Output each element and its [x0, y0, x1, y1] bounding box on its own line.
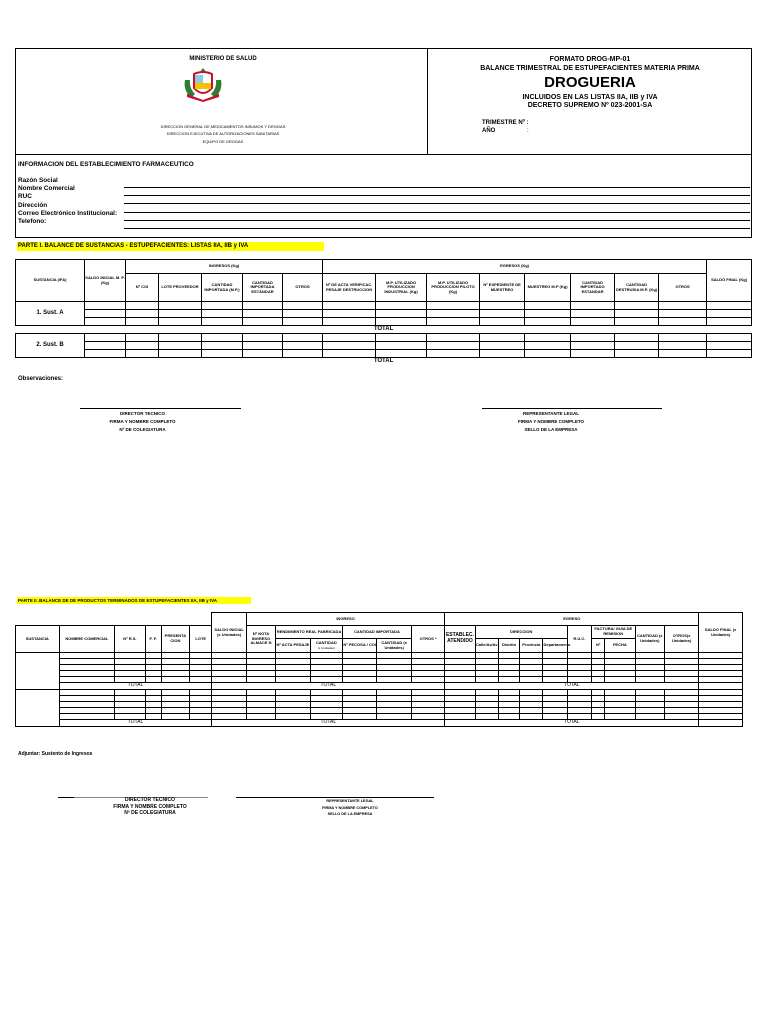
p2-total-2-c: TOTAL	[445, 719, 699, 726]
director-firma-2: FIRMA Y NOMBRE COMPLETO	[113, 803, 187, 810]
representante-signature-line[interactable]	[482, 408, 662, 409]
director-title: DIRECTOR TECNICO	[120, 411, 165, 416]
ingresos-header: INGRESOS (Kg)	[126, 260, 323, 274]
ministry-name: MINISTERIO DE SALUD	[189, 56, 257, 62]
p2-col-lote: LOTE	[190, 626, 212, 653]
representante-sello: SELLO DE LA EMPRESA	[524, 427, 578, 432]
p2-col-rend-cantidad	[310, 639, 342, 653]
p2-rendimiento-header: RENDIMIENTO REAL FABRICADA	[276, 626, 343, 639]
director-title-2: DIRECTOR TECNICO	[125, 797, 175, 803]
p2-col-ruc: R.U.C.	[567, 626, 591, 653]
representante-firma: FIRMA Y NOMBRE COMPLETO	[517, 419, 585, 424]
p2-col-nombre-comercial: NOMBRE COMERCIAL	[59, 626, 115, 653]
p2-rend-unidades-label: (x Unidades)	[317, 645, 335, 650]
p2-total-2-a: TOTAL	[59, 719, 212, 726]
director-colegiatura-2: Nº DE COLEGIATURA	[124, 810, 176, 816]
trimestre-label: TRIMESTRE Nº :	[482, 120, 529, 126]
col-acta-verificacion: Nº DE ACTA VERIFICAC. PESAJE DESTRUCCION	[323, 274, 376, 302]
sust-a-label: 1. Sust. A	[16, 302, 85, 326]
representante-title-2: REPRESENTANTE LEGAL	[326, 799, 374, 803]
col-saldo-final: SALDO FINAL (Kg)	[707, 260, 752, 302]
p2-col-factura-fecha: FECHA	[605, 639, 635, 653]
p2-col-pecosa-coi: Nº PECOSA / COI	[342, 639, 376, 653]
p2-total-1-c: TOTAL	[445, 683, 699, 690]
anio-label: AÑO	[482, 128, 496, 134]
balance-title: BALANCE TRIMESTRAL DE ESTUPEFACIENTES MATERIA PRIMA	[480, 65, 700, 72]
col-sustancia-ifa: SUSTANCIA (IFA)	[16, 260, 85, 302]
col-cantidad-importado-estandar: CANTIDAD IMPORTADO ESTANDAR	[571, 274, 615, 302]
peru-coat-of-arms-icon	[181, 66, 225, 102]
total-sust-a: TOTAL	[16, 326, 752, 334]
p2-col-provincia: Provincia	[520, 639, 543, 653]
p2-col-cantidad: CANTIDAD (x Unidades)	[635, 626, 664, 653]
decreto-supremo: DECRETO SUPREMO Nº 023-2001-SA	[527, 102, 653, 109]
p2-col-distrito: Distrito	[498, 639, 519, 653]
razon-social-field[interactable]	[124, 187, 750, 188]
representante-signature-block-2	[290, 798, 410, 818]
direccion-general: DIRECCION GENERAL DE MEDICAMENTOS INSUMOS Y DROGAS	[160, 124, 286, 129]
direccion-field[interactable]	[124, 212, 750, 213]
col-n-coi: Nº COI	[126, 274, 159, 302]
p2-egreso-header: EGRESO	[445, 613, 699, 626]
p2-rend-cantidad-label: CANTIDAD	[315, 639, 337, 645]
p2-col-calle: Calle/Av/Av	[475, 639, 498, 653]
representante-signature-block	[482, 410, 620, 434]
p2-col-acta-pesaje: Nº ACTA PESAJE	[276, 639, 310, 653]
p2-factura-header: FACTURA/ GUIA DE REMISION	[592, 626, 636, 639]
telefono-field[interactable]	[124, 228, 750, 229]
correo-label: Correo Electrónico Institucional:	[18, 209, 118, 217]
page-title: DROGUERIA	[544, 74, 636, 91]
nombre-comercial-field[interactable]	[124, 195, 750, 196]
col-mp-produccion-industrial: M.P. UTILIZADO PRODUCCION INDUSTRIAL (Kg)	[376, 274, 427, 302]
director-signature-block	[80, 410, 205, 434]
col-saldo-inicial: SALDO INICIAL M. P. (Kg)	[85, 260, 126, 302]
p2-col-factura-n: Nº	[592, 639, 605, 653]
observaciones-label: Observaciones:	[18, 376, 64, 382]
p2-total-2-b: TOTAL	[212, 719, 445, 726]
part2-title: PARTE II .BALANCE DE DE PRODUCTOS TERMINADOS DE ESTUPEFACIENTES IIA, IIB y IVA	[17, 597, 251, 604]
p2-col-establecimiento: ESTABLEC. ATENDIDO	[445, 626, 475, 653]
header-divider	[427, 48, 428, 154]
director-signature-block-2	[90, 797, 210, 817]
p2-direccion-header: DIRECCION	[475, 626, 567, 639]
col-mp-produccion-piloto: M.P. UTILIZADO PRODUCCION PILOTO (Kg)	[427, 274, 480, 302]
adjuntar-label: Adjuntar: Sustento de Ingresos	[18, 751, 93, 757]
direccion-label: Dirección	[18, 201, 48, 209]
col-cantidad-destruida: CANTIDAD DESTRUIDA M.P. (Kg)	[615, 274, 659, 302]
p2-col-ff: F. F.	[145, 626, 161, 653]
listas-incluidas: INCLUIDOS EN LAS LISTAS IIA, IIB y IVA	[522, 94, 658, 101]
director-signature-line-2-dark	[58, 797, 74, 798]
p2-col-otros: OTROS *	[411, 626, 444, 653]
col-muestreo-mp: MUESTREO M.P (Kg)	[525, 274, 571, 302]
col-otros-ingresos: OTROS	[283, 274, 323, 302]
representante-sello-2: SELLO DE LA EMPRESA	[327, 812, 373, 816]
p2-ingreso-header: INGRESO	[246, 613, 444, 626]
egresos-header: EGRESOS (Kg)	[323, 260, 707, 274]
ruc-field[interactable]	[124, 203, 750, 204]
info-fields	[18, 177, 128, 226]
col-expediente-muestreo: Nº EXPEDIENTE DE MUESTREO	[480, 274, 525, 302]
col-cantidad-importada-estandar: CANTIDAD IMPORTADA ESTÁNDAR	[243, 274, 283, 302]
p2-col-departamento: Departamento	[543, 639, 567, 653]
p2-col-sustancia: SUSTANCIA	[16, 626, 60, 653]
correo-field[interactable]	[124, 220, 750, 221]
col-lote-proveedor: LOTE PROVEEDOR	[159, 274, 202, 302]
director-colegiatura: Nº DE COLEGIATURA	[119, 427, 166, 432]
p2-col-rs: Nº R.S.	[115, 626, 145, 653]
representante-firma-2: FIRMA Y NOMBRE COMPLETO	[322, 805, 378, 810]
p2-col-presentacion: PRESENTA CION	[161, 626, 189, 653]
total-sust-b: TOTAL	[16, 358, 752, 366]
equipo-drogas: EQUIPO DE DROGAS	[202, 139, 244, 144]
p2-cantidad-importada-header: CANTIDAD IMPORTADA	[342, 626, 411, 639]
info-heading: INFORMACION DEL ESTABLECIMIENTO FARMACEUTICO	[18, 161, 194, 168]
director-signature-line[interactable]	[80, 408, 241, 409]
anio-colon: :	[527, 128, 529, 134]
ruc-label: RUC	[18, 193, 32, 201]
direccion-ejecutiva: DIRECCION EJECUTIVA DE AUTORIZACIONES SANITARIAS	[166, 131, 280, 136]
p2-col-saldo-final: SALDO FINAL (x Unidades)	[699, 613, 743, 653]
part1-title: PARTE I. BALANCE DE SUSTANCIAS - ESTUPEFACIENTES: LISTAS IIA, IIB y IVA	[17, 242, 324, 251]
sust-b-label: 2. Sust. B	[16, 334, 85, 358]
col-cantidad-importada: CANTIDAD IMPORTADA (M.P.)	[202, 274, 243, 302]
p2-col-saldo-inicial: SALDO INICIAL (x Unidades)	[212, 613, 246, 653]
header-bottom-line	[15, 154, 751, 155]
p2-total-1-b: TOTAL	[212, 683, 445, 690]
director-firma: FIRMA Y NOMBRE COMPLETO	[109, 419, 176, 424]
col-otros-egresos: OTROS	[659, 274, 707, 302]
part2-table	[15, 612, 743, 727]
representante-title: REPRESENTANTE LEGAL	[523, 411, 579, 416]
p2-col-imp-cantidad: CANTIDAD (x Unidades)	[377, 639, 411, 653]
nombre-comercial-label: Nombre Comercial	[18, 185, 75, 193]
p2-col-otros-egreso: OTROS(x Unidades)	[664, 626, 698, 653]
p2-col-nota-ingreso: Nº NOTA INGRESO ALMACE N	[246, 626, 275, 653]
formato-code: FORMATO DROG-MP-01	[549, 56, 631, 63]
part1-table	[15, 259, 752, 365]
telefono-label: Telefono:	[18, 217, 47, 225]
razon-social-label: Razón Social	[18, 177, 58, 184]
p2-total-1-a: TOTAL	[59, 683, 212, 690]
